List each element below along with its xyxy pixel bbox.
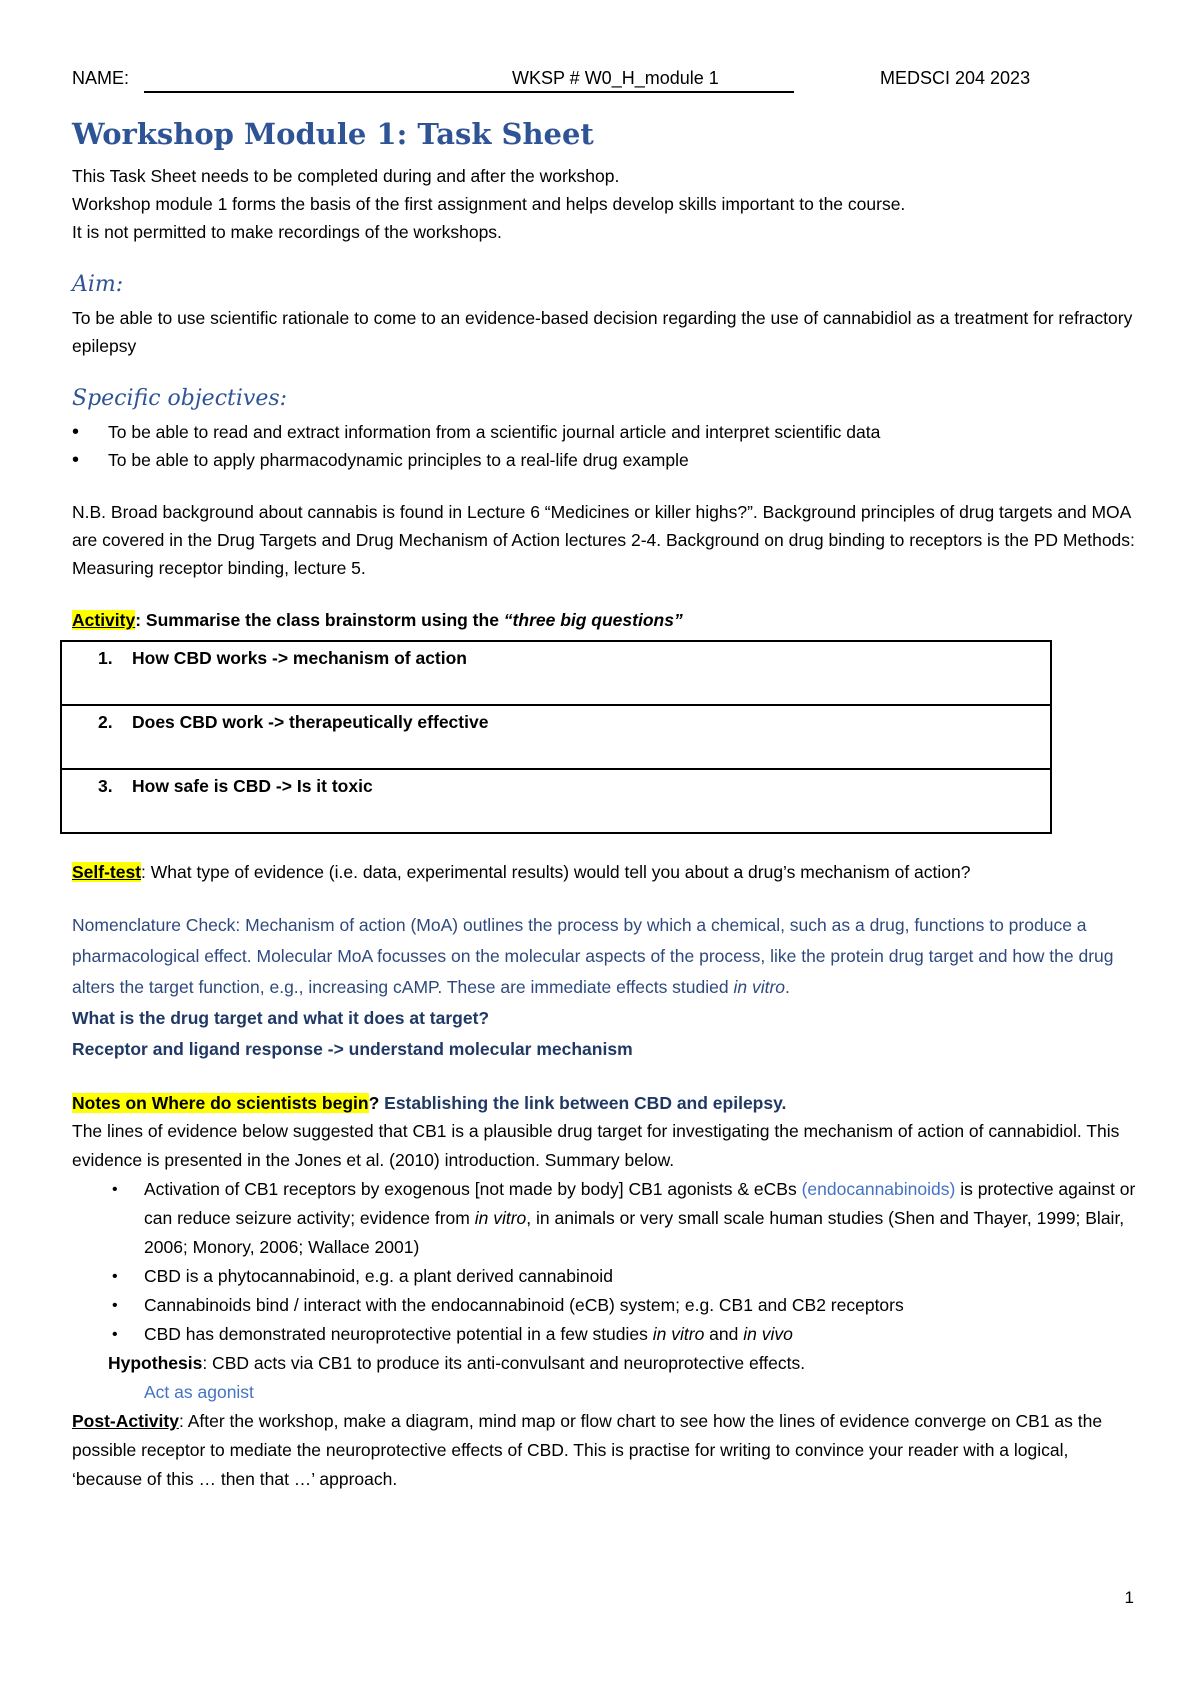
list-item: • To be able to apply pharmacodynamic principles to a real-life drug example bbox=[72, 446, 1142, 474]
list-item: • Activation of CB1 receptors by exogenous [not made by body] CB1 agonists & eCBs (endocannabinoids) is protective against or can reduce seizure activity; evidence from in vitro, in animals or very small scale human studies (Shen and Thayer, 1999; Blair, 2006; Monory, 2006; Wallace 2001) bbox=[72, 1175, 1142, 1262]
nomenclature-answer: Receptor and ligand response -> understand molecular mechanism bbox=[72, 1039, 633, 1059]
activity-label: Activity bbox=[72, 610, 136, 630]
question-cell[interactable] bbox=[61, 641, 1051, 705]
notes-label: Notes on Where do scientists begin bbox=[72, 1093, 369, 1113]
list-item: • To be able to read and extract information from a scientific journal article and interpret scientific data bbox=[72, 418, 1142, 446]
hypothesis-label: Hypothesis bbox=[108, 1353, 203, 1373]
hypothesis-line bbox=[72, 1349, 1142, 1378]
question-text: How safe is CBD -> Is it toxic bbox=[132, 776, 373, 796]
table-row bbox=[61, 641, 1051, 705]
table-row bbox=[61, 705, 1051, 769]
activity-text: : Summarise the class brainstorm using the bbox=[135, 610, 504, 630]
question-number: 2. bbox=[98, 712, 113, 732]
self-test-label: Self-test bbox=[72, 862, 142, 882]
page-title: Workshop Module 1: Task Sheet bbox=[72, 117, 594, 151]
objectives-heading: Specific objectives: bbox=[72, 386, 288, 411]
page-number: 1 bbox=[1124, 1588, 1134, 1607]
question-cell[interactable] bbox=[61, 705, 1051, 769]
hypothesis-text: : CBD acts via CB1 to produce its anti-convulsant and neuroprotective effects. bbox=[202, 1353, 806, 1373]
aim-text: To be able to use scientific rationale to come to an evidence-based decision regarding the use of cannabidiol as a treatment for refractory epilepsy bbox=[72, 308, 1133, 356]
agonist-note: Act as agonist bbox=[144, 1382, 254, 1402]
evidence-list bbox=[72, 1175, 1142, 1349]
intro-line-3: It is not permitted to make recordings of the workshops. bbox=[72, 222, 502, 242]
nb-text: N.B. Broad background about cannabis is found in Lecture 6 “Medicines or killer highs?”. Background principles of drug targets and MOA are covered in the Drug Targets and Drug Mechanism of Action lectures 2-4. Background on drug binding to receptors is the PD Methods: Measuring receptor binding, lecture 5. bbox=[72, 502, 1135, 578]
nomenclature-question: What is the drug target and what it does at target? bbox=[72, 1008, 490, 1028]
question-text: Does CBD work -> therapeutically effective bbox=[132, 712, 489, 732]
aim-heading: Aim: bbox=[72, 272, 124, 297]
list-item: • Cannabinoids bind / interact with the endocannabinoid (eCB) system; e.g. CB1 and CB2 receptors bbox=[72, 1291, 1142, 1320]
nomenclature-text: Nomenclature Check: Mechanism of action (MoA) outlines the process by which a chemical, such as a drug, functions to produce a pharmacological effect. Molecular MoA focusses on the molecular aspects of the process, like the protein drug target and how the drug alters the target function, e.g., increasing cAMP. These are immediate effects studied in vitro. bbox=[72, 915, 1114, 997]
page-header bbox=[72, 68, 1072, 98]
questions-table bbox=[60, 640, 1052, 834]
question-text: How CBD works -> mechanism of action bbox=[132, 648, 467, 668]
intro-line-1: This Task Sheet needs to be completed during and after the workshop. bbox=[72, 166, 620, 186]
post-activity-label: Post-Activity bbox=[72, 1411, 179, 1431]
question-number: 3. bbox=[98, 776, 113, 796]
table-row bbox=[61, 769, 1051, 833]
notes-subtitle: Establishing the link between CBD and epilepsy. bbox=[379, 1093, 787, 1113]
endocannabinoids-note: (endocannabinoids) bbox=[801, 1179, 956, 1199]
objectives-list bbox=[72, 418, 1142, 474]
notes-heading: Notes on Where do scientists begin? Establishing the link between CBD and epilepsy. bbox=[72, 1093, 787, 1113]
post-activity-text: : After the workshop, make a diagram, mind map or flow chart to see how the lines of evidence converge on CB1 as the possible receptor to mediate the neuroprotective effects of CBD. This is practise for writing to convince your reader with a logical, ‘because of this … then that …’ approach. bbox=[72, 1411, 1103, 1489]
document-body bbox=[72, 114, 1142, 1494]
name-label: NAME: bbox=[72, 68, 130, 88]
activity-line bbox=[72, 606, 1142, 634]
name-line bbox=[144, 91, 794, 93]
workshop-number-label: WKSP # W0_H_module 1 bbox=[512, 68, 719, 88]
intro-line-2: Workshop module 1 forms the basis of the first assignment and helps develop skills important to the course. bbox=[72, 194, 906, 214]
notes-intro: The lines of evidence below suggested that CB1 is a plausible drug target for investigating the mechanism of action of cannabidiol. This evidence is presented in the Jones et al. (2010) introduction. Summary below. bbox=[72, 1121, 1120, 1170]
course-label: MEDSCI 204 2023 bbox=[880, 68, 1031, 88]
question-cell[interactable] bbox=[61, 769, 1051, 833]
self-test-text: : What type of evidence (i.e. data, experimental results) would tell you about a drug’s mechanism of action? bbox=[141, 862, 971, 882]
list-item: • CBD is a phytocannabinoid, e.g. a plant derived cannabinoid bbox=[72, 1262, 1142, 1291]
list-item: • CBD has demonstrated neuroprotective potential in a few studies in vitro and in vivo bbox=[72, 1320, 1142, 1349]
self-test-line bbox=[72, 858, 1142, 886]
question-number: 1. bbox=[98, 648, 113, 668]
post-activity-line bbox=[72, 1407, 1142, 1494]
activity-italic: “three big questions” bbox=[503, 610, 683, 630]
